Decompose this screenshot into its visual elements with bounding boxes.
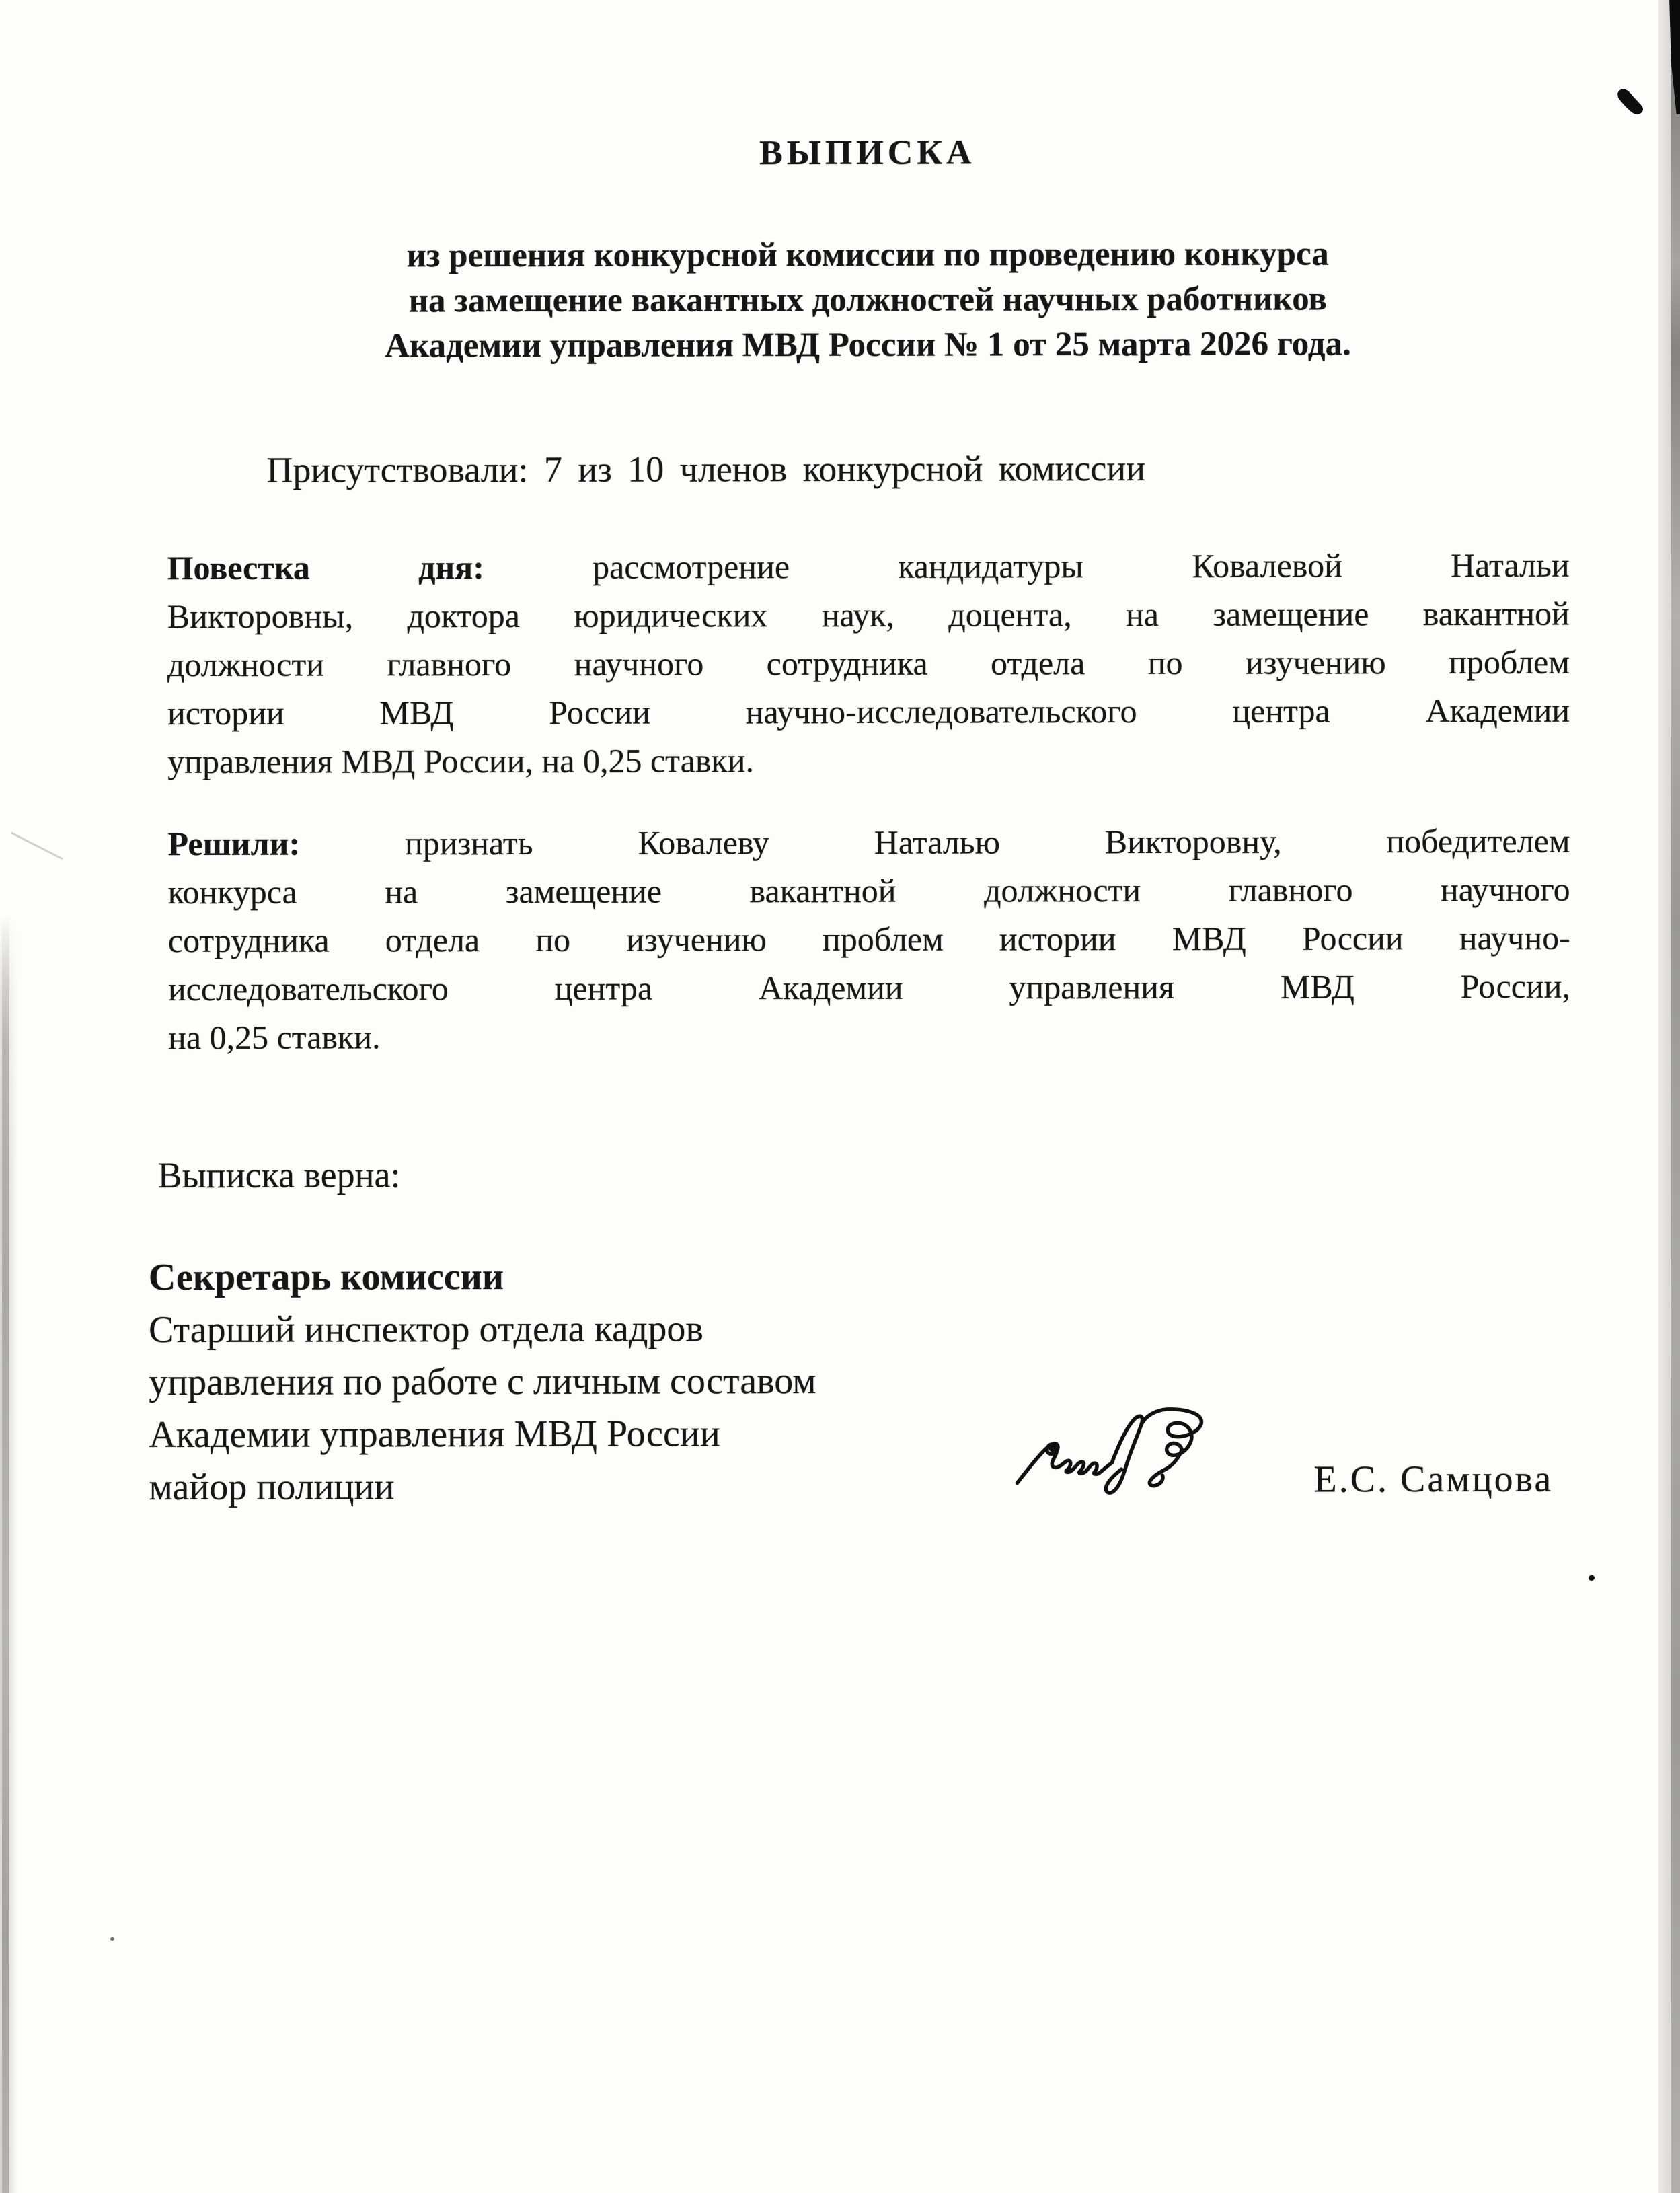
decision-lead: Решили: [167, 824, 301, 863]
signatory-role-line: Академии управления МВД России [149, 1413, 720, 1456]
decision-line: исследовательского центра Академии управления МВД России, [167, 967, 1570, 1008]
subtitle-line: Академии управления МВД России № 1 от 25 марта 2026 года. [385, 325, 1351, 365]
signatory-role-line: управления по работе с личным составом [149, 1360, 816, 1404]
agenda-line: управления МВД России, на 0,25 ставки. [167, 741, 755, 781]
decision-line [167, 817, 1570, 868]
signatory-name: Е.С. Самцова [1313, 1458, 1554, 1501]
document-title: ВЫПИСКА [759, 133, 976, 173]
agenda-line: должности главного научного сотрудника отдела по изучению проблем [167, 642, 1570, 684]
agenda-paragraph [167, 541, 1570, 786]
decision-line: конкурса на замещение вакантной должности главного научного [167, 870, 1570, 912]
document-subtitle [167, 231, 1569, 369]
agenda-line: истории МВД России научно-исследовательского центра Академии [167, 691, 1570, 733]
signatory-role-line: Старший инспектор отдела кадров [148, 1308, 703, 1351]
subtitle-line: из решения конкурсной комиссии по проведению конкурса [406, 235, 1329, 275]
document-header [166, 132, 1569, 369]
decision-paragraph [167, 817, 1570, 1062]
agenda-line [167, 541, 1570, 592]
agenda-lead: Повестка дня: [167, 548, 484, 587]
decision-line: сотрудника отдела по изучению проблем истории МВД России научно- [167, 918, 1570, 960]
subtitle-line: на замещение вакантных должностей научных работников [408, 280, 1327, 320]
decision-lead-rest: признать Ковалеву Наталью Викторовну, победителем [404, 821, 1570, 862]
decision-line: на 0,25 ставки. [168, 1018, 381, 1057]
attendance-line: Присутствовали: 7 из 10 членов конкурсной комиссии [266, 448, 1146, 490]
agenda-line: Викторовны, доктора юридических наук, доцента, на замещение вакантной [167, 594, 1570, 636]
signatory-block [149, 1250, 816, 1514]
signatory-role-line: майор полиции [149, 1466, 395, 1509]
agenda-lead-rest: рассмотрение кандидатуры Ковалевой Натальи [593, 546, 1570, 586]
certification-line: Выписка верна: [157, 1154, 401, 1196]
signatory-role-title: Секретарь комиссии [148, 1256, 504, 1299]
handwritten-signature [1013, 1407, 1209, 1501]
